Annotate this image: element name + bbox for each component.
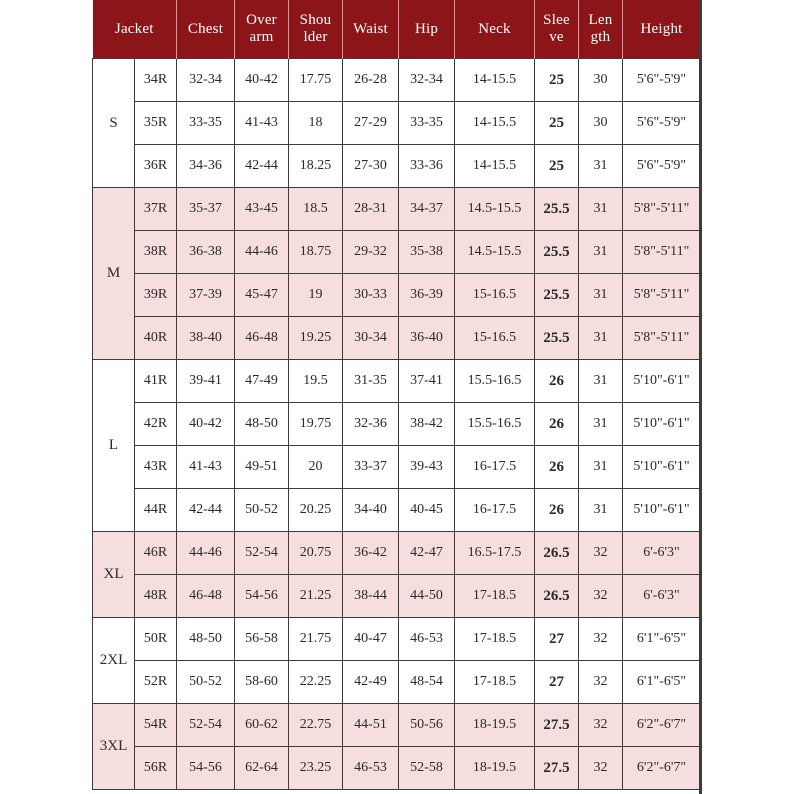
cell-length: 31 bbox=[579, 317, 623, 360]
size-label: M bbox=[93, 188, 135, 360]
cell-chest: 34-36 bbox=[177, 145, 235, 188]
cell-sleeve: 27.5 bbox=[535, 747, 579, 790]
cell-neck: 14-15.5 bbox=[455, 102, 535, 145]
cell-waist: 32-36 bbox=[343, 403, 399, 446]
cell-jacket-code: 36R bbox=[135, 145, 177, 188]
cell-chest: 36-38 bbox=[177, 231, 235, 274]
cell-hip: 33-35 bbox=[399, 102, 455, 145]
cell-sleeve: 25.5 bbox=[535, 317, 579, 360]
header-hip: Hip bbox=[399, 0, 455, 59]
cell-length: 31 bbox=[579, 446, 623, 489]
cell-overarm: 40-42 bbox=[235, 59, 289, 102]
table-row bbox=[93, 317, 701, 360]
cell-height: 5'6"-5'9" bbox=[623, 145, 701, 188]
table-row bbox=[93, 145, 701, 188]
cell-neck: 17-18.5 bbox=[455, 661, 535, 704]
cell-sleeve: 26 bbox=[535, 360, 579, 403]
cell-hip: 36-40 bbox=[399, 317, 455, 360]
cell-sleeve: 26 bbox=[535, 403, 579, 446]
cell-shoulder: 18.25 bbox=[289, 145, 343, 188]
cell-length: 32 bbox=[579, 618, 623, 661]
table-row bbox=[93, 704, 701, 747]
size-label: L bbox=[93, 360, 135, 532]
cell-height: 6'-6'3" bbox=[623, 575, 701, 618]
cell-shoulder: 19.5 bbox=[289, 360, 343, 403]
cell-overarm: 48-50 bbox=[235, 403, 289, 446]
cell-length: 31 bbox=[579, 403, 623, 446]
cell-height: 5'6"-5'9" bbox=[623, 59, 701, 102]
cell-hip: 42-47 bbox=[399, 532, 455, 575]
size-label: 3XL bbox=[93, 704, 135, 790]
cell-neck: 14-15.5 bbox=[455, 145, 535, 188]
cell-jacket-code: 42R bbox=[135, 403, 177, 446]
cell-chest: 42-44 bbox=[177, 489, 235, 532]
cell-shoulder: 20 bbox=[289, 446, 343, 489]
cell-jacket-code: 35R bbox=[135, 102, 177, 145]
cell-height: 5'6"-5'9" bbox=[623, 102, 701, 145]
cell-sleeve: 27.5 bbox=[535, 704, 579, 747]
cell-chest: 50-52 bbox=[177, 661, 235, 704]
cell-jacket-code: 48R bbox=[135, 575, 177, 618]
cell-jacket-code: 38R bbox=[135, 231, 177, 274]
cell-hip: 36-39 bbox=[399, 274, 455, 317]
cell-chest: 48-50 bbox=[177, 618, 235, 661]
table-row bbox=[93, 661, 701, 704]
cell-hip: 44-50 bbox=[399, 575, 455, 618]
header-jacket: Jacket bbox=[93, 0, 177, 59]
cell-height: 6'-6'3" bbox=[623, 532, 701, 575]
cell-overarm: 44-46 bbox=[235, 231, 289, 274]
cell-hip: 46-53 bbox=[399, 618, 455, 661]
cell-height: 5'10"-6'1" bbox=[623, 360, 701, 403]
header-length: Len gth bbox=[579, 0, 623, 59]
cell-length: 30 bbox=[579, 102, 623, 145]
cell-neck: 15-16.5 bbox=[455, 274, 535, 317]
cell-length: 32 bbox=[579, 747, 623, 790]
table-row bbox=[93, 575, 701, 618]
cell-sleeve: 26 bbox=[535, 489, 579, 532]
cell-hip: 50-56 bbox=[399, 704, 455, 747]
cell-waist: 36-42 bbox=[343, 532, 399, 575]
cell-jacket-code: 40R bbox=[135, 317, 177, 360]
header-overarm: Over arm bbox=[235, 0, 289, 59]
cell-waist: 29-32 bbox=[343, 231, 399, 274]
cell-sleeve: 26.5 bbox=[535, 575, 579, 618]
table-row bbox=[93, 618, 701, 661]
cell-height: 5'10"-6'1" bbox=[623, 489, 701, 532]
cell-length: 31 bbox=[579, 489, 623, 532]
table-row bbox=[93, 188, 701, 231]
cell-overarm: 49-51 bbox=[235, 446, 289, 489]
cell-length: 31 bbox=[579, 145, 623, 188]
cell-overarm: 62-64 bbox=[235, 747, 289, 790]
cell-length: 32 bbox=[579, 661, 623, 704]
cell-height: 6'1"-6'5" bbox=[623, 661, 701, 704]
cell-height: 6'2"-6'7" bbox=[623, 704, 701, 747]
cell-jacket-code: 46R bbox=[135, 532, 177, 575]
cell-jacket-code: 34R bbox=[135, 59, 177, 102]
cell-waist: 46-53 bbox=[343, 747, 399, 790]
cell-jacket-code: 43R bbox=[135, 446, 177, 489]
cell-sleeve: 25.5 bbox=[535, 274, 579, 317]
cell-overarm: 41-43 bbox=[235, 102, 289, 145]
cell-hip: 38-42 bbox=[399, 403, 455, 446]
cell-sleeve: 25.5 bbox=[535, 188, 579, 231]
cell-waist: 30-33 bbox=[343, 274, 399, 317]
header-row bbox=[93, 0, 701, 59]
cell-shoulder: 23.25 bbox=[289, 747, 343, 790]
cell-hip: 52-58 bbox=[399, 747, 455, 790]
cell-jacket-code: 37R bbox=[135, 188, 177, 231]
cell-hip: 33-36 bbox=[399, 145, 455, 188]
cell-neck: 16-17.5 bbox=[455, 446, 535, 489]
table-row bbox=[93, 360, 701, 403]
cell-neck: 15.5-16.5 bbox=[455, 360, 535, 403]
cell-height: 5'10"-6'1" bbox=[623, 446, 701, 489]
cell-overarm: 42-44 bbox=[235, 145, 289, 188]
cell-height: 6'2"-6'7" bbox=[623, 747, 701, 790]
cell-jacket-code: 54R bbox=[135, 704, 177, 747]
cell-waist: 27-30 bbox=[343, 145, 399, 188]
cell-shoulder: 20.75 bbox=[289, 532, 343, 575]
cell-overarm: 54-56 bbox=[235, 575, 289, 618]
cell-neck: 15.5-16.5 bbox=[455, 403, 535, 446]
cell-waist: 26-28 bbox=[343, 59, 399, 102]
header-chest: Chest bbox=[177, 0, 235, 59]
header-waist: Waist bbox=[343, 0, 399, 59]
cell-chest: 37-39 bbox=[177, 274, 235, 317]
cell-neck: 16.5-17.5 bbox=[455, 532, 535, 575]
cell-sleeve: 25 bbox=[535, 102, 579, 145]
cell-waist: 34-40 bbox=[343, 489, 399, 532]
cell-jacket-code: 39R bbox=[135, 274, 177, 317]
cell-neck: 18-19.5 bbox=[455, 747, 535, 790]
cell-overarm: 56-58 bbox=[235, 618, 289, 661]
cell-overarm: 58-60 bbox=[235, 661, 289, 704]
header-sleeve: Slee ve bbox=[535, 0, 579, 59]
cell-shoulder: 18 bbox=[289, 102, 343, 145]
cell-chest: 38-40 bbox=[177, 317, 235, 360]
cell-shoulder: 18.5 bbox=[289, 188, 343, 231]
cell-jacket-code: 41R bbox=[135, 360, 177, 403]
cell-height: 5'8"-5'11" bbox=[623, 188, 701, 231]
header-shoulder: Shou lder bbox=[289, 0, 343, 59]
cell-sleeve: 26 bbox=[535, 446, 579, 489]
cell-shoulder: 21.75 bbox=[289, 618, 343, 661]
cell-length: 32 bbox=[579, 704, 623, 747]
cell-chest: 40-42 bbox=[177, 403, 235, 446]
cell-height: 5'10"-6'1" bbox=[623, 403, 701, 446]
cell-neck: 15-16.5 bbox=[455, 317, 535, 360]
cell-sleeve: 26.5 bbox=[535, 532, 579, 575]
cell-length: 30 bbox=[579, 59, 623, 102]
size-label: 2XL bbox=[93, 618, 135, 704]
cell-chest: 46-48 bbox=[177, 575, 235, 618]
cell-shoulder: 19.75 bbox=[289, 403, 343, 446]
cell-length: 31 bbox=[579, 231, 623, 274]
cell-chest: 35-37 bbox=[177, 188, 235, 231]
cell-shoulder: 21.25 bbox=[289, 575, 343, 618]
cell-jacket-code: 56R bbox=[135, 747, 177, 790]
cell-chest: 52-54 bbox=[177, 704, 235, 747]
cell-length: 32 bbox=[579, 575, 623, 618]
cell-hip: 40-45 bbox=[399, 489, 455, 532]
header-height: Height bbox=[623, 0, 701, 59]
size-chart-body bbox=[93, 59, 701, 790]
header-neck: Neck bbox=[455, 0, 535, 59]
size-chart bbox=[92, 0, 700, 794]
cell-waist: 30-34 bbox=[343, 317, 399, 360]
size-chart-table bbox=[92, 0, 701, 790]
cell-sleeve: 25 bbox=[535, 59, 579, 102]
table-row bbox=[93, 489, 701, 532]
cell-shoulder: 22.25 bbox=[289, 661, 343, 704]
cell-waist: 31-35 bbox=[343, 360, 399, 403]
cell-hip: 37-41 bbox=[399, 360, 455, 403]
cell-shoulder: 19.25 bbox=[289, 317, 343, 360]
cell-chest: 33-35 bbox=[177, 102, 235, 145]
cell-chest: 32-34 bbox=[177, 59, 235, 102]
cell-neck: 17-18.5 bbox=[455, 618, 535, 661]
cell-waist: 33-37 bbox=[343, 446, 399, 489]
cell-shoulder: 18.75 bbox=[289, 231, 343, 274]
cell-sleeve: 27 bbox=[535, 618, 579, 661]
cell-overarm: 45-47 bbox=[235, 274, 289, 317]
table-row bbox=[93, 274, 701, 317]
cell-waist: 27-29 bbox=[343, 102, 399, 145]
cell-shoulder: 22.75 bbox=[289, 704, 343, 747]
cell-sleeve: 25 bbox=[535, 145, 579, 188]
cell-shoulder: 20.25 bbox=[289, 489, 343, 532]
cell-waist: 38-44 bbox=[343, 575, 399, 618]
cell-height: 5'8"-5'11" bbox=[623, 231, 701, 274]
cell-neck: 14.5-15.5 bbox=[455, 231, 535, 274]
cell-jacket-code: 44R bbox=[135, 489, 177, 532]
cell-hip: 32-34 bbox=[399, 59, 455, 102]
cell-waist: 44-51 bbox=[343, 704, 399, 747]
table-row bbox=[93, 747, 701, 790]
cell-overarm: 50-52 bbox=[235, 489, 289, 532]
cell-neck: 17-18.5 bbox=[455, 575, 535, 618]
cell-hip: 35-38 bbox=[399, 231, 455, 274]
size-label: S bbox=[93, 59, 135, 188]
cell-waist: 28-31 bbox=[343, 188, 399, 231]
cell-chest: 39-41 bbox=[177, 360, 235, 403]
size-label: XL bbox=[93, 532, 135, 618]
cell-overarm: 43-45 bbox=[235, 188, 289, 231]
cell-chest: 41-43 bbox=[177, 446, 235, 489]
table-row bbox=[93, 102, 701, 145]
table-row bbox=[93, 403, 701, 446]
cell-shoulder: 17.75 bbox=[289, 59, 343, 102]
cell-overarm: 47-49 bbox=[235, 360, 289, 403]
cell-neck: 18-19.5 bbox=[455, 704, 535, 747]
table-row bbox=[93, 59, 701, 102]
cell-length: 32 bbox=[579, 532, 623, 575]
cell-neck: 16-17.5 bbox=[455, 489, 535, 532]
cell-overarm: 52-54 bbox=[235, 532, 289, 575]
cell-waist: 40-47 bbox=[343, 618, 399, 661]
table-row bbox=[93, 231, 701, 274]
cell-neck: 14.5-15.5 bbox=[455, 188, 535, 231]
cell-height: 5'8"-5'11" bbox=[623, 274, 701, 317]
cell-waist: 42-49 bbox=[343, 661, 399, 704]
cell-shoulder: 19 bbox=[289, 274, 343, 317]
cell-overarm: 60-62 bbox=[235, 704, 289, 747]
cell-overarm: 46-48 bbox=[235, 317, 289, 360]
cell-jacket-code: 50R bbox=[135, 618, 177, 661]
cell-neck: 14-15.5 bbox=[455, 59, 535, 102]
cell-jacket-code: 52R bbox=[135, 661, 177, 704]
cell-hip: 34-37 bbox=[399, 188, 455, 231]
cell-length: 31 bbox=[579, 274, 623, 317]
cell-height: 5'8"-5'11" bbox=[623, 317, 701, 360]
cell-length: 31 bbox=[579, 188, 623, 231]
cell-chest: 44-46 bbox=[177, 532, 235, 575]
cell-height: 6'1"-6'5" bbox=[623, 618, 701, 661]
cell-hip: 48-54 bbox=[399, 661, 455, 704]
cell-chest: 54-56 bbox=[177, 747, 235, 790]
cell-sleeve: 25.5 bbox=[535, 231, 579, 274]
cell-length: 31 bbox=[579, 360, 623, 403]
cell-hip: 39-43 bbox=[399, 446, 455, 489]
table-row bbox=[93, 446, 701, 489]
cell-sleeve: 27 bbox=[535, 661, 579, 704]
table-row bbox=[93, 532, 701, 575]
